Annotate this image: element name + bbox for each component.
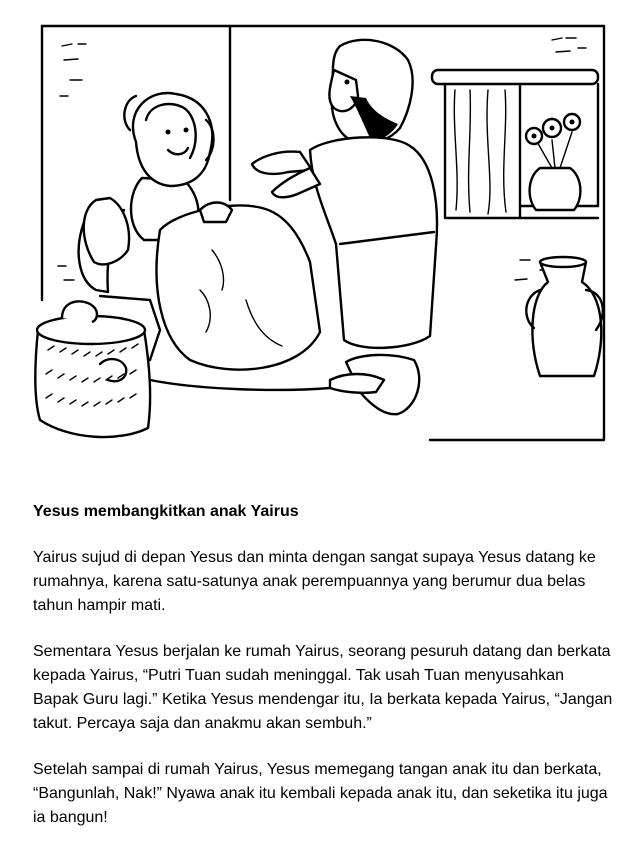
story-text [33,500,613,830]
story-paragraph-1: Yairus sujud di depan Yesus dan minta dengan sangat supaya Yesus datang ke rumahnya, karena satu-satunya anak perempuannya yang berumur dua belas tahun hampir mati. [33,549,596,614]
story-title: Yesus membangkitkan anak Yairus [33,503,299,520]
story-paragraph-2: Sementara Yesus berjalan ke rumah Yairus, seorang pesuruh datang dan berkata kepada Yairus, “Putri Tuan sudah meninggal. Tak usah Tuan menyusahkan Bapak Guru lagi.” Ketika Yesus mendengar itu, Ia berkata kepada Yairus, “Jangan takut. Percaya saja dan anakmu akan sembuh.” [33,643,613,732]
woven-basket [35,301,150,437]
story-paragraph-3: Setelah sampai di rumah Yairus, Yesus memegang tangan anak itu dan berkata, “Bangunlah, Nak!” Nyawa anak itu kembali kepada anak itu, dan seketika itu juga ia bangun! [33,761,608,826]
water-jug [526,257,603,376]
floor-line [150,380,330,390]
flower-vase [526,114,580,210]
